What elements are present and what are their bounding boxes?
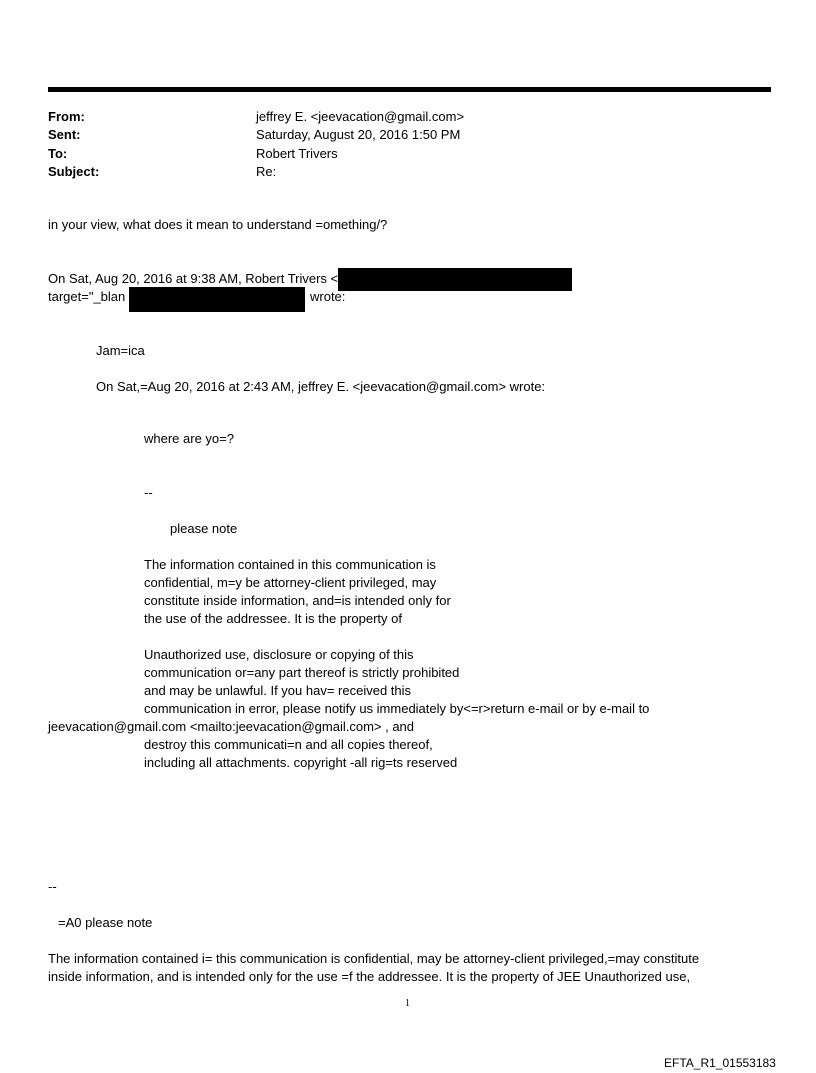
unauthorized-line: communication or=any part thereof is strictly prohibited	[144, 665, 460, 680]
to-label: To:	[48, 146, 68, 161]
unauthorized-line: communication in error, please notify us immediately by<=r>return e-mail or by e-mail to	[144, 701, 650, 716]
quote1-wrote: wrote:	[310, 289, 346, 304]
quote1-attribution: On Sat, Aug 20, 2016 at 9:38 AM, Robert Trivers <	[48, 271, 339, 286]
outer-dashes: --	[48, 879, 57, 894]
email-line: jeevacation@gmail.com <mailto:jeevacation@gmail.com> , and	[48, 719, 415, 734]
reply-jamaica: Jam=ica	[96, 343, 145, 358]
outer-disclaimer-line: inside information, and is intended only for the use =f the addressee. It is the property of JEE Unauthorized use,	[48, 969, 691, 984]
sent-label: Sent:	[48, 127, 81, 142]
unauthorized-line: destroy this communicati=n and all copies thereof,	[144, 737, 433, 752]
disclaimer-line: the use of the addressee. It is the property of	[144, 611, 402, 626]
from-label: From:	[48, 109, 85, 124]
disclaimer-line: constitute inside information, and=is intended only for	[144, 593, 451, 608]
from-value: jeffrey E. <jeevacation@gmail.com>	[256, 109, 465, 124]
message-question: in your view, what does it mean to understand =omething/?	[48, 217, 388, 232]
disclaimer-line: confidential, m=y be attorney-client privileged, may	[144, 575, 437, 590]
unauthorized-line: and may be unlawful. If you hav= received this	[144, 683, 412, 698]
redaction-box	[338, 268, 572, 291]
sent-value: Saturday, August 20, 2016 1:50 PM	[256, 127, 461, 142]
outer-disclaimer-line: The information contained i= this communication is confidential, may be attorney-client privileged,=may constitute	[48, 951, 700, 966]
unauthorized-line: Unauthorized use, disclosure or copying of this	[144, 647, 414, 662]
to-value: Robert Trivers	[256, 146, 338, 161]
disclaimer-line: The information contained in this communication is	[144, 557, 436, 572]
redaction-box	[129, 287, 305, 312]
quote2-attribution: On Sat,=Aug 20, 2016 at 2:43 AM, jeffrey E. <jeevacation@gmail.com> wrote:	[96, 379, 546, 394]
subject-label: Subject:	[48, 164, 100, 179]
signature-dashes: --	[144, 485, 153, 500]
outer-please-note: =A0 please note	[58, 915, 153, 930]
document-id: EFTA_R1_01553183	[664, 1056, 776, 1070]
reply-where-are-you: where are yo=?	[144, 431, 234, 446]
unauthorized-line: including all attachments. copyright -all rig=ts reserved	[144, 755, 458, 770]
subject-value: Re:	[256, 164, 277, 179]
page-number: 1	[405, 998, 410, 1009]
please-note: please note	[170, 521, 238, 536]
quote1-target: target="_blan	[48, 289, 126, 304]
header-rule	[48, 87, 771, 92]
